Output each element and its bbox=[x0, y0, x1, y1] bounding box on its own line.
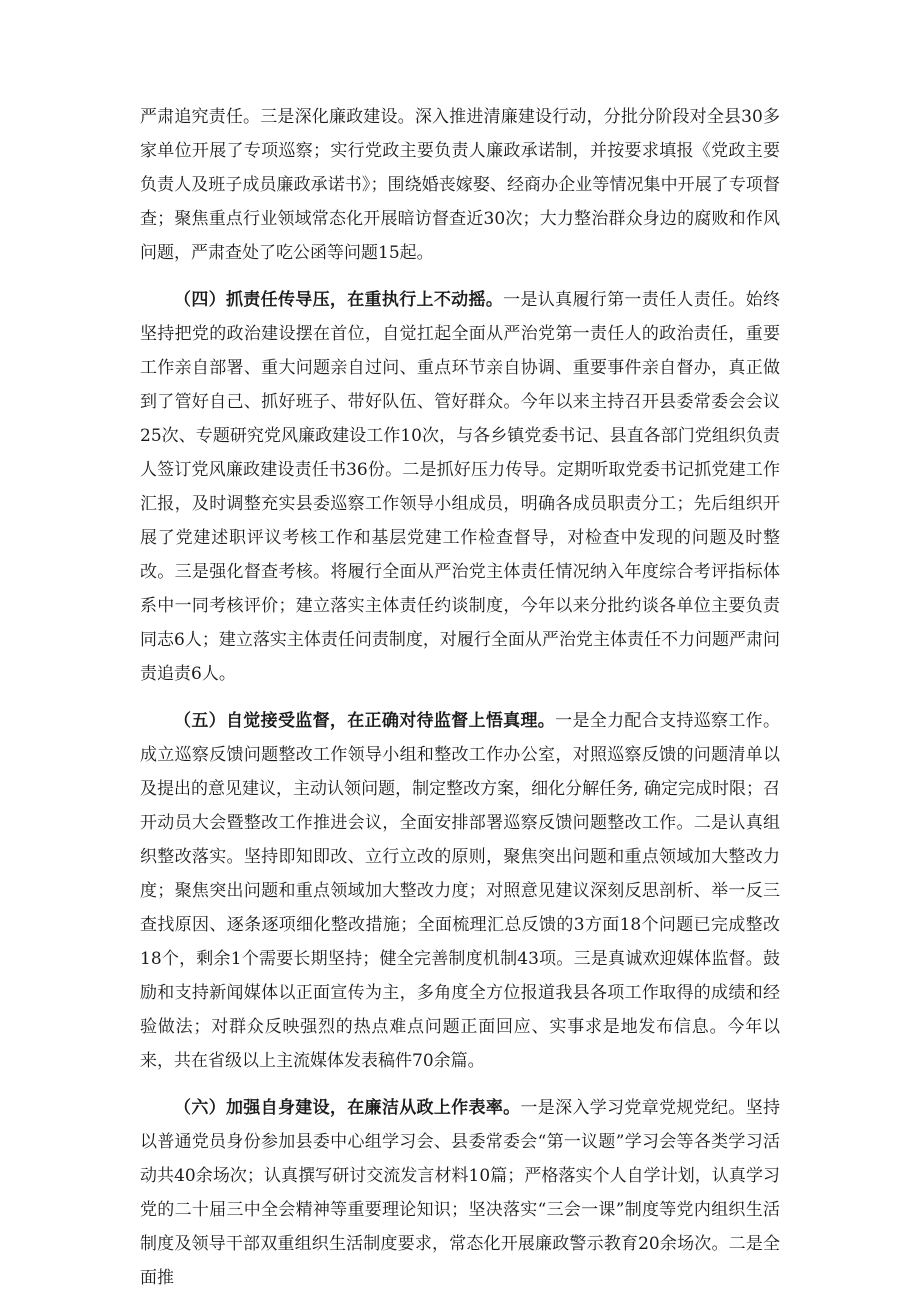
paragraph-section-6 bbox=[140, 1091, 780, 1295]
section-heading: （六）加强自身建设，在廉洁从政上作表率。 bbox=[174, 1098, 521, 1118]
paragraph-text: 一是深入学习党章党规党纪。坚持以普通党员身份参加县委中心组学习会、县委常委会“第一议题”学习会等各类学习活动共40余场次；认真撰写研讨交流发言材料10篇；严格落实个人自学计划，认真学习党的二十届三中全会精神等重要理论知识；坚决落实“三会一课”制度等党内组织生活制度及领导干部双重组织生活制度要求，常态化开展廉政警示教育20余场次。二是全面推 bbox=[140, 1098, 781, 1288]
paragraph-section-5 bbox=[140, 704, 780, 1078]
paragraph-text: 一是全力配合支持巡察工作。成立巡察反馈问题整改工作领导小组和整改工作办公室，对照巡察反馈的问题清单以及提出的意见建议，主动认领问题，制定整改方案，细化分解任务, 确定完成时限；召开动员大会暨整改工作推进会议，全面安排部署巡察反馈问题整改工作。二是认真组织整改落实。坚持即知即改、立行立改的原则，聚焦突出问题和重点领域加大整改力度；聚焦突出问题和重点领域加大整改力度；对照意见建议深刻反思剖析、举一反三查找原因、逐条逐项细化整改措施；全面梳理汇总反馈的3方面18个问题已完成整改18个，剩余1个需要长期坚持；健全完善制度机制43项。三是真诚欢迎媒体监督。鼓励和支持新闻媒体以正面宣传为主，多角度全方位报道我县各项工作取得的成绩和经验做法；对群众反映强烈的热点难点问题正面回应、实事求是地发布信息。今年以来，共在省级以上主流媒体发表稿件70余篇。 bbox=[140, 711, 781, 1071]
section-heading: （五）自觉接受监督，在正确对待监督上悟真理。 bbox=[174, 711, 556, 731]
section-heading: （四）抓责任传导压，在重执行上不动摇。 bbox=[174, 290, 504, 310]
paragraph-section-4 bbox=[140, 283, 780, 691]
paragraph-text: 一是认真履行第一责任人责任。始终坚持把党的政治建设摆在首位，自觉扛起全面从严治党第一责任人的政治责任，重要工作亲自部署、重大问题亲自过问、重点环节亲自协调、重要事件亲自督办，真正做到了管好自己、抓好班子、带好队伍、管好群众。今年以来主持召开县委常委会会议25次、专题研究党风廉政建设工作10次，与各乡镇党委书记、县直各部门党组织负责人签订党风廉政建设责任书36份。二是抓好压力传导。定期听取党委书记抓党建工作汇报，及时调整充实县委巡察工作领导小组成员，明确各成员职责分工；先后组织开展了党建述职评议考核工作和基层党建工作检查督导，对检查中发现的问题及时整改。三是强化督查考核。将履行全面从严治党主体责任情况纳入年度综合考评指标体系中一同考核评价；建立落实主体责任约谈制度，今年以来分批约谈各单位主要负责同志6人；建立落实主体责任问责制度，对履行全面从严治党主体责任不力问题严肃问责追责6人。 bbox=[140, 290, 781, 684]
paragraph-continued bbox=[140, 100, 780, 270]
document-page bbox=[140, 100, 780, 1308]
paragraph-text: 严肃追究责任。三是深化廉政建设。深入推进清廉建设行动，分批分阶段对全县30多家单位开展了专项巡察；实行党政主要负责人廉政承诺制，并按要求填报《党政主要负责人及班子成员廉政承诺书》；围绕婚丧嫁娶、经商办企业等情况集中开展了专项督查；聚焦重点行业领域常态化开展暗访督查近30次；大力整治群众身边的腐败和作风问题，严肃查处了吃公函等问题15起。 bbox=[140, 107, 780, 263]
